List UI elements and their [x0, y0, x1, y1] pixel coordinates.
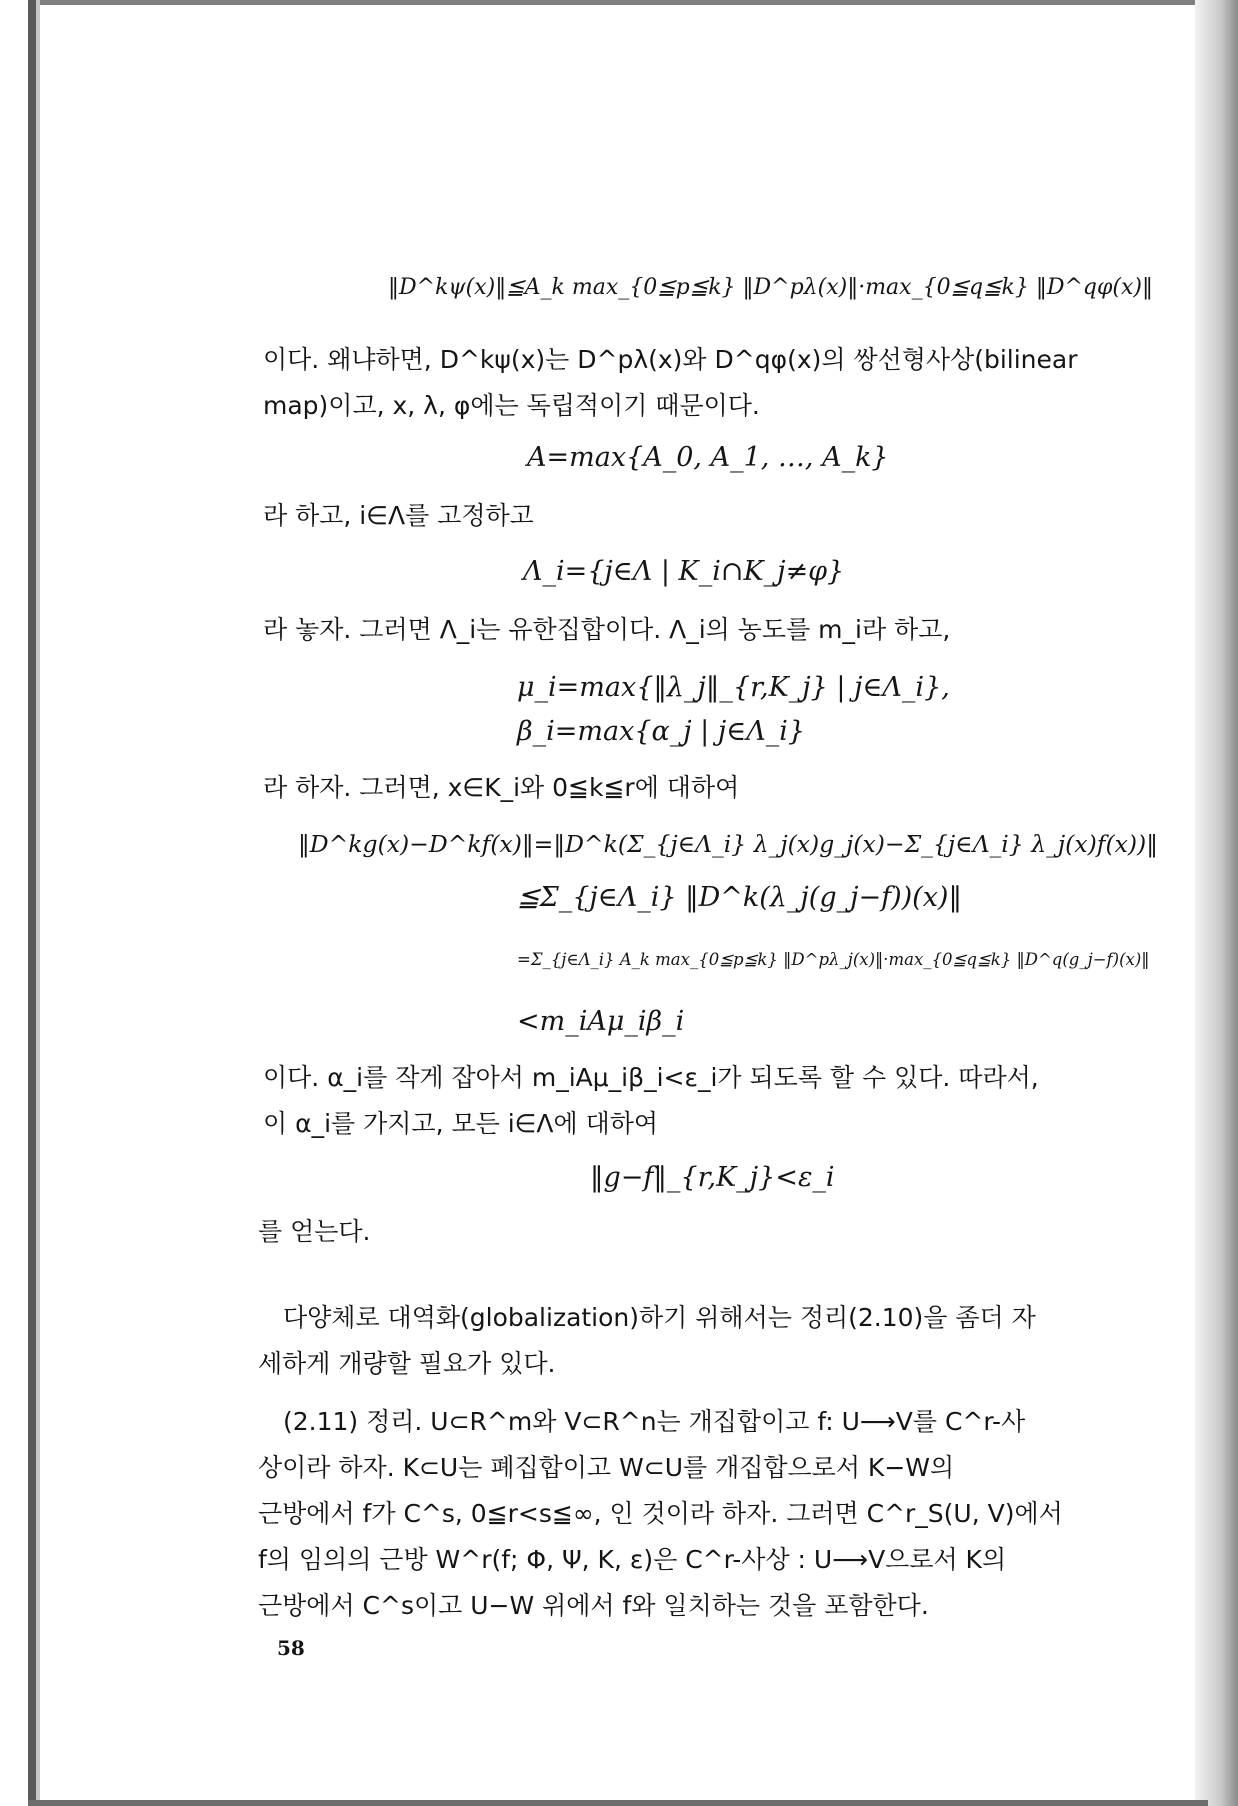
text-line: 이 α_i를 가지고, 모든 i∈Λ에 대하여	[263, 1109, 659, 1138]
page-number: 58	[277, 1636, 305, 1660]
page-edge-right-shadow	[1195, 0, 1238, 1806]
equation-step-1: ≦Σ_{j∈Λ_i} ‖D^k(λ_j(g_j−f))(x)‖	[517, 882, 962, 913]
equation-norm-bound: ‖D^kψ(x)‖≦A_k max_{0≦p≦k} ‖D^pλ(x)‖·max_{0≦q≦k} ‖D^qφ(x)‖	[388, 275, 1153, 300]
equation-final-bound: ‖g−f‖_{r,K_j}<ε_i	[590, 1162, 835, 1193]
equation-beta-i: β_i=max{α_j | j∈Λ_i}	[517, 716, 806, 747]
text-line: 라 놓자. 그러면 Λ_i는 유한집합이다. Λ_i의 농도를 m_i라 하고,	[263, 615, 951, 644]
equation-lambda-i: Λ_i={j∈Λ | K_i∩K_j≠φ}	[523, 556, 845, 587]
text-line: 라 하고, i∈Λ를 고정하고	[263, 501, 534, 530]
theorem-2-11-line: 상이라 하자. K⊂U는 폐집합이고 W⊂U를 개집합으로서 K−W의	[258, 1453, 955, 1482]
text-line: map)이고, x, λ, φ에는 독립적이기 때문이다.	[263, 391, 760, 420]
text-line: 세하게 개량할 필요가 있다.	[258, 1349, 556, 1378]
text-line: 이다. 왜냐하면, D^kψ(x)는 D^pλ(x)와 D^qφ(x)의 쌍선형사상(bilinear	[263, 345, 1078, 374]
equation-mu-i: μ_i=max{‖λ_j‖_{r,K_j} | j∈Λ_i},	[517, 672, 950, 703]
theorem-2-11-line: f의 임의의 근방 W^r(f; Φ, Ψ, K, ε)은 C^r-사상 : U⟶V으로서 K의	[258, 1545, 1007, 1574]
page-edge-left	[28, 0, 36, 1806]
text-line: 다양체로 대역화(globalization)하기 위해서는 정리(2.10)을 좀더 자	[283, 1303, 1036, 1332]
equation-difference: ‖D^kg(x)−D^kf(x)‖=‖D^k(Σ_{j∈Λ_i} λ_j(x)g_j(x)−Σ_{j∈Λ_i} λ_j(x)f(x))‖	[298, 830, 1158, 858]
equation-A-max: A=max{A_0, A_1, …, A_k}	[527, 442, 889, 473]
text-line: 라 하자. 그러면, x∈K_i와 0≦k≦r에 대하여	[263, 773, 740, 802]
theorem-2-11-line: (2.11) 정리. U⊂R^m와 V⊂R^n는 개집합이고 f: U⟶V를 C^r-사	[283, 1407, 1026, 1436]
equation-step-3: <m_iAμ_iβ_i	[517, 1006, 685, 1037]
text-line: 이다. α_i를 작게 잡아서 m_iAμ_iβ_i<ε_i가 되도록 할 수 있다. 따라서,	[263, 1063, 1039, 1092]
theorem-2-11-line: 근방에서 f가 C^s, 0≦r<s≦∞, 인 것이라 하자. 그러면 C^r_S(U, V)에서	[258, 1499, 1063, 1528]
equation-step-2: =Σ_{j∈Λ_i} A_k max_{0≦p≦k} ‖D^pλ_j(x)‖·max_{0≦q≦k} ‖D^q(g_j−f)(x)‖	[517, 950, 1150, 969]
text-line: 를 얻는다.	[258, 1217, 371, 1246]
theorem-2-11-line: 근방에서 C^s이고 U−W 위에서 f와 일치하는 것을 포함한다.	[258, 1591, 929, 1620]
page-edge-bottom	[28, 1800, 1208, 1806]
